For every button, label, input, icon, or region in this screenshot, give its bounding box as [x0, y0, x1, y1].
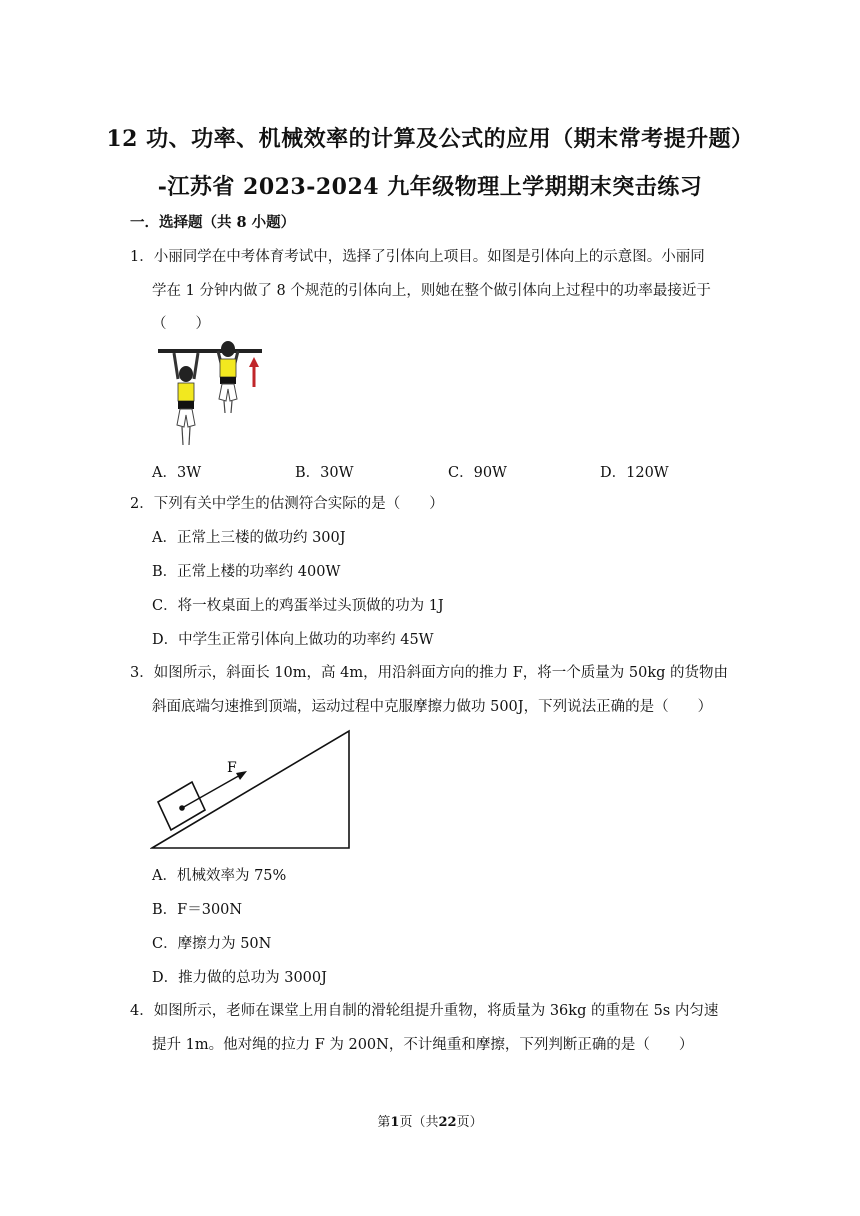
q2-option-c[interactable]: C．将一枚桌面上的鸡蛋举过头顶做的功为 1J: [152, 598, 444, 614]
q3-stem-line1: 3．如图所示，斜面长 10m，高 4m，用沿斜面方向的推力 F，将一个质量为 50kg 的货物由: [130, 665, 729, 681]
footer-total-pages: 22: [438, 1115, 457, 1130]
pull-up-figure: [156, 337, 268, 452]
q1-stem-line2: 学在 1 分钟内做了 8 个规范的引体向上，则她在整个做引体向上过程中的功率最接近于: [152, 283, 711, 299]
q4-stem-line1: 4．如图所示，老师在课堂上用自制的滑轮组提升重物，将质量为 36kg 的重物在 5s 内匀速: [130, 1003, 719, 1019]
q2-option-a[interactable]: A．正常上三楼的做功约 300J: [152, 530, 346, 546]
footer-mid: 页（共: [399, 1115, 439, 1130]
document-title-line2: -江苏省 2023-2024 九年级物理上学期期末突击练习: [157, 174, 703, 200]
pull-up-bar: [158, 349, 262, 353]
section-heading: 一．选择题（共 8 小题）: [130, 214, 296, 231]
page-footer: [0, 1111, 860, 1130]
q2-option-d[interactable]: D．中学生正常引体向上做功的功率约 45W: [152, 632, 434, 648]
q3-option-c[interactable]: C．摩擦力为 50N: [152, 936, 272, 952]
q2-option-b[interactable]: B．正常上楼的功率约 400W: [152, 564, 341, 580]
footer-suffix: 页）: [456, 1115, 483, 1130]
document-title-line1: 12 功、功率、机械效率的计算及公式的应用（期末常考提升题）: [106, 126, 754, 152]
upper-shirt: [220, 359, 236, 377]
q1-stem-line1: 1．小丽同学在中考体育考试中，选择了引体向上项目。如图是引体向上的示意图。小丽同: [130, 249, 705, 265]
q1-option-a[interactable]: A．3W: [152, 465, 202, 481]
lower-figure: [174, 353, 198, 445]
incline-figure: [150, 728, 355, 852]
q3-option-d[interactable]: D．推力做的总功为 3000J: [152, 970, 327, 986]
force-label: F: [227, 760, 237, 776]
lower-shirt: [178, 383, 194, 401]
q4-stem-line2: 提升 1m。他对绳的拉力 F 为 200N，不计绳重和摩擦，下列判断正确的是（ ）: [152, 1037, 694, 1053]
q1-answer-bracket: （ ）: [152, 316, 210, 332]
upward-arrow: [249, 357, 259, 387]
q1-option-b[interactable]: B．30W: [295, 465, 354, 481]
footer-prefix: 第: [377, 1115, 391, 1130]
q3-option-a[interactable]: A．机械效率为 75%: [152, 868, 287, 884]
footer-page-number: 1: [390, 1115, 400, 1130]
q3-option-b[interactable]: B．F＝300N: [152, 902, 243, 918]
q3-stem-line2: 斜面底端匀速推到顶端，运动过程中克服摩擦力做功 500J，下列说法正确的是（ ）: [152, 699, 713, 715]
q1-options: [152, 461, 712, 481]
q2-stem: 2．下列有关中学生的估测符合实际的是（ ）: [130, 496, 444, 512]
q1-option-d[interactable]: D．120W: [600, 465, 669, 481]
q1-option-c[interactable]: C．90W: [448, 465, 507, 481]
force-arrowhead: [236, 771, 247, 780]
